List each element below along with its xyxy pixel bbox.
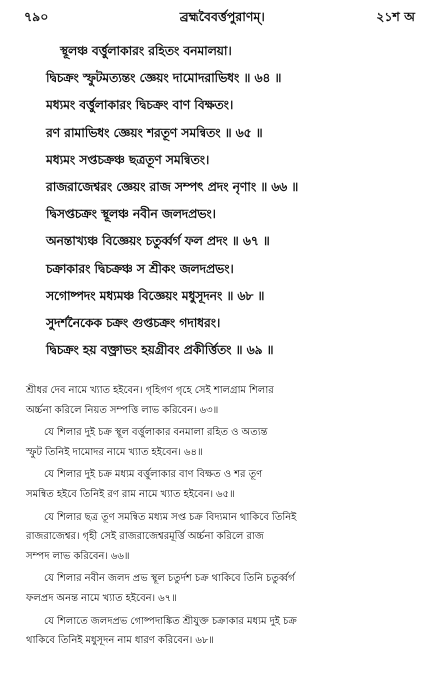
verse-line: সুদর্শনৈকেক চক্রং গুপ্তচক্রং গদাধরং। — [46, 316, 221, 331]
translation-line: থাকিবে তিনিই মধুসূদন নাম ধারণ করিবেন। ৬৮॥ — [26, 635, 214, 647]
translation-line: যে শিলার ছত্র তূণ সমন্বিত মধ্যম সপ্ত চক্র বিদ্যমান থাকিবে তিনিই — [44, 511, 297, 523]
verse-line: চক্রাকারং দ্বিচক্রঞ্চ স শ্রীকং জলদপ্রভং। — [46, 261, 234, 276]
translation-line: শ্রীধর দেব নামে খ্যাত হইবেন। গৃহিগণ গৃহে সেই শালগ্রাম শিলার — [26, 385, 274, 396]
verse-line: দ্বিসপ্তচক্রং স্থূলঞ্চ নবীন জলদপ্রভং। — [46, 207, 216, 222]
translation-paragraph — [26, 381, 418, 420]
page-number: ৭৯০ — [24, 9, 49, 24]
verse-line: রাজরাজেশ্বরং জ্ঞেয়ং রাজ সম্পৎ প্রদং নৃণাং ॥ ৬৬ ॥ — [46, 180, 299, 195]
verse-line: দ্বিচক্রং স্ফুটমত্যন্তং জ্ঞেয়ং দামোদরাভিধং ॥ ৬৪ ॥ — [46, 71, 282, 86]
translation-line: সম্পদ লাভ করিবেন। ৬৬॥ — [26, 550, 130, 562]
translation-line: যে শিলার দুই চক্র স্থূল বর্ত্তুলাকার বনমালা রহিত ও অত্যন্ত — [44, 427, 268, 439]
translation-line: যে শিলার দুই চক্র মধ্যম বর্ত্তুলাকার বাণ বিক্ষত ও শর তূণ — [44, 469, 263, 481]
sanskrit-verses — [46, 38, 418, 364]
translation-paragraph — [26, 465, 418, 504]
translation-line: যে শিলার নবীন জলদ প্রভ স্থূল চতুর্দশ চক্র থাকিবে তিনি চতুর্ব্বর্গ — [44, 573, 295, 585]
verse-line: স্থূলঞ্চ বর্ত্তুলাকারং রহিতং বনমালয়া। — [60, 44, 232, 58]
bengali-translation — [26, 381, 418, 654]
chapter-label: ২১শ অ — [376, 9, 415, 24]
verse-line: মধ্যমং সপ্তচক্রঞ্চ ছত্রতূণ সমন্বিতং। — [46, 152, 210, 167]
translation-line: ফলপ্রদ অনন্ত নামে খ্যাত হইবেন। ৬৭॥ — [26, 592, 177, 604]
translation-line: রাজরাজেশ্বর। গৃহী সেই রাজরাজেশ্বরমূর্ত্তি অর্চ্চনা করিলে রাজ — [26, 531, 264, 543]
page-header — [24, 8, 415, 30]
translation-paragraph — [26, 612, 418, 651]
translation-line: সমন্বিত হইবে তিনিই রণ রাম নামে খ্যাত হইবেন। ৬৫॥ — [26, 488, 235, 500]
verse-line: অনন্তাখ্যঞ্চ বিজ্ঞেয়ং চতুর্ব্বর্গ ফল প্রদং ॥ ৬৭ ॥ — [46, 234, 270, 249]
verse-line: দ্বিচক্রং হয় বক্ত্রাভং হয়গ্রীবং প্রকীর্ত্তিতং ॥ ৬৯ ॥ — [46, 343, 274, 358]
translation-line: যে শিলাতে জলদপ্রভ গোষ্পদাঙ্কিত শ্রীযুক্ত চক্রাকার মধ্যম দুই চক্র — [44, 615, 297, 627]
verse-line: মধ্যমং বর্ত্তুলাকারং দ্বিচক্রং বাণ বিক্ষতং। — [46, 98, 234, 113]
translation-paragraph — [26, 423, 418, 462]
translation-paragraph — [26, 569, 418, 608]
translation-line: অর্চ্চনা করিলে নিয়ত সম্পত্তি লাভ করিবেন। ৬৩॥ — [26, 404, 219, 416]
translation-line: স্ফুট তিনিই দামোদর নামে খ্যাত হইবেন। ৬৪॥ — [26, 446, 203, 458]
verse-line: রণ রামাভিধং জ্ঞেয়ং শরতূণ সমন্বিতং ॥ ৬৫ ॥ — [46, 125, 263, 140]
book-title: ব্রহ্মবৈবর্ত্তপুরাণম্। — [179, 9, 265, 24]
translation-paragraph — [26, 508, 418, 567]
verse-line: সগোষ্পদং মধ্যমঞ্চ বিজ্ঞেয়ং মধুসূদনং ॥ ৬৮ ॥ — [46, 288, 265, 303]
